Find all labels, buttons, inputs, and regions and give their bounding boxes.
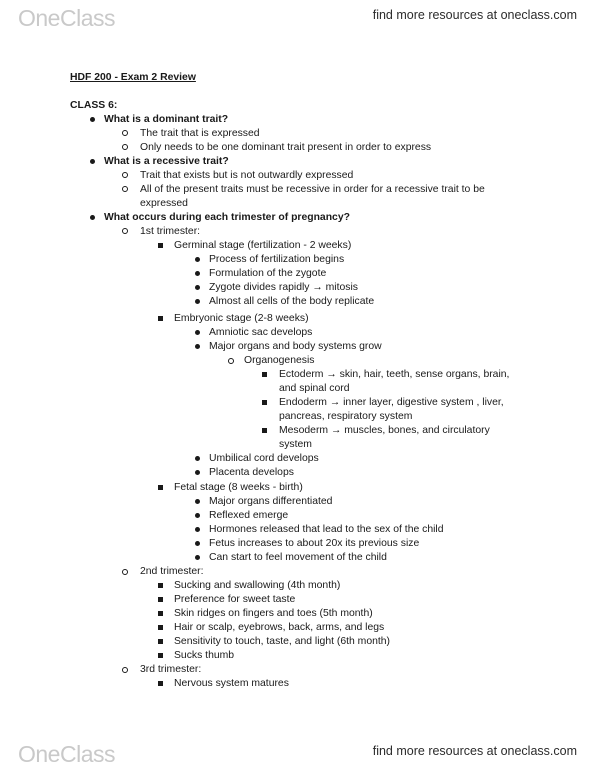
list-item: Embryonic stage (2-8 weeks) bbox=[174, 313, 309, 324]
list-item: Only needs to be one dominant trait present in order to express bbox=[140, 142, 432, 153]
bullet-square-icon bbox=[158, 653, 163, 658]
list-item: Germinal stage (fertilization - 2 weeks) bbox=[174, 240, 352, 251]
list-item: Skin ridges on fingers and toes (5th month) bbox=[174, 608, 373, 619]
question-heading: What occurs during each trimester of pregnancy? bbox=[104, 212, 350, 223]
bullet-dot-icon bbox=[90, 159, 95, 164]
list-item-continuation: and spinal cord bbox=[279, 383, 350, 394]
bullet-ring-icon bbox=[122, 186, 128, 192]
list-item: Reflexed emerge bbox=[209, 510, 289, 521]
bullet-ring-icon bbox=[122, 228, 128, 234]
promo-link[interactable]: find more resources at oneclass.com bbox=[372, 8, 577, 22]
list-item: The trait that is expressed bbox=[140, 128, 260, 139]
bullet-square-icon bbox=[158, 583, 163, 588]
bullet-dot-icon bbox=[195, 344, 200, 349]
bullet-square-icon bbox=[262, 400, 267, 405]
bullet-ring-icon bbox=[122, 130, 128, 136]
question-heading: What is a recessive trait? bbox=[104, 156, 229, 167]
bullet-dot-icon bbox=[195, 299, 200, 304]
bullet-square-icon bbox=[262, 428, 267, 433]
bullet-dot-icon bbox=[195, 513, 200, 518]
bullet-square-icon bbox=[158, 625, 163, 630]
list-item: Preference for sweet taste bbox=[174, 594, 296, 605]
class-heading: CLASS 6: bbox=[70, 100, 118, 111]
list-item: Amniotic sac develops bbox=[209, 327, 313, 338]
document-title: HDF 200 - Exam 2 Review bbox=[70, 72, 196, 83]
list-item: Formulation of the zygote bbox=[209, 268, 327, 279]
bullet-dot-icon bbox=[195, 271, 200, 276]
list-item: Sucking and swallowing (4th month) bbox=[174, 580, 341, 591]
list-item: All of the present traits must be recessive in order for a recessive trait to be bbox=[140, 184, 485, 195]
bullet-ring-icon bbox=[122, 144, 128, 150]
list-item: Fetal stage (8 weeks - birth) bbox=[174, 482, 303, 493]
page-footer bbox=[0, 736, 595, 770]
list-item: Mesoderm → muscles, bones, and circulatory bbox=[279, 425, 490, 436]
list-item-continuation: pancreas, respiratory system bbox=[279, 411, 413, 422]
list-item: Hair or scalp, eyebrows, back, arms, and legs bbox=[174, 622, 385, 633]
list-item: Endoderm → inner layer, digestive system , liver, bbox=[279, 397, 504, 408]
list-item-continuation: system bbox=[279, 439, 312, 450]
bullet-ring-icon bbox=[228, 358, 234, 364]
bullet-square-icon bbox=[158, 485, 163, 490]
bullet-square-icon bbox=[158, 243, 163, 248]
bullet-square-icon bbox=[158, 639, 163, 644]
bullet-dot-icon bbox=[195, 527, 200, 532]
list-item: Placenta develops bbox=[209, 467, 294, 478]
bullet-dot-icon bbox=[195, 555, 200, 560]
list-item: Hormones released that lead to the sex of the child bbox=[209, 524, 444, 535]
bullet-ring-icon bbox=[122, 569, 128, 575]
bullet-dot-icon bbox=[195, 257, 200, 262]
bullet-ring-icon bbox=[122, 667, 128, 673]
list-item: Trait that exists but is not outwardly expressed bbox=[140, 170, 354, 181]
list-item: 3rd trimester: bbox=[140, 664, 202, 675]
list-item: Fetus increases to about 20x its previous size bbox=[209, 538, 420, 549]
bullet-square-icon bbox=[158, 316, 163, 321]
list-item: Sensitivity to touch, taste, and light (6th month) bbox=[174, 636, 391, 647]
bullet-dot-icon bbox=[195, 541, 200, 546]
bullet-dot-icon bbox=[195, 456, 200, 461]
list-item: Ectoderm → skin, hair, teeth, sense organs, brain, bbox=[279, 369, 510, 380]
list-item: Umbilical cord develops bbox=[209, 453, 319, 464]
bullet-square-icon bbox=[158, 597, 163, 602]
list-item: Zygote divides rapidly → mitosis bbox=[209, 282, 358, 293]
list-item: Almost all cells of the body replicate bbox=[209, 296, 375, 307]
bullet-dot-icon bbox=[90, 117, 95, 122]
list-item: Major organs and body systems grow bbox=[209, 341, 382, 352]
promo-link[interactable]: find more resources at oneclass.com bbox=[372, 744, 577, 758]
list-item: Process of fertilization begins bbox=[209, 254, 345, 265]
bullet-dot-icon bbox=[195, 285, 200, 290]
list-item: Can start to feel movement of the child bbox=[209, 552, 387, 563]
bullet-square-icon bbox=[158, 681, 163, 686]
list-item: 1st trimester: bbox=[140, 226, 201, 237]
list-item: 2nd trimester: bbox=[140, 566, 204, 577]
bullet-dot-icon bbox=[90, 215, 95, 220]
oneclass-logo[interactable]: OneClass bbox=[18, 741, 115, 767]
bullet-square-icon bbox=[262, 372, 267, 377]
bullet-dot-icon bbox=[195, 330, 200, 335]
question-heading: What is a dominant trait? bbox=[104, 114, 229, 125]
list-item: Organogenesis bbox=[244, 355, 315, 366]
page-header bbox=[0, 0, 595, 34]
bullet-dot-icon bbox=[195, 470, 200, 475]
oneclass-logo[interactable]: OneClass bbox=[18, 5, 115, 31]
list-item: Sucks thumb bbox=[174, 650, 235, 661]
list-item-continuation: expressed bbox=[140, 198, 188, 209]
bullet-ring-icon bbox=[122, 172, 128, 178]
list-item: Nervous system matures bbox=[174, 678, 289, 689]
bullet-square-icon bbox=[158, 611, 163, 616]
list-item: Major organs differentiated bbox=[209, 496, 333, 507]
bullet-dot-icon bbox=[195, 499, 200, 504]
